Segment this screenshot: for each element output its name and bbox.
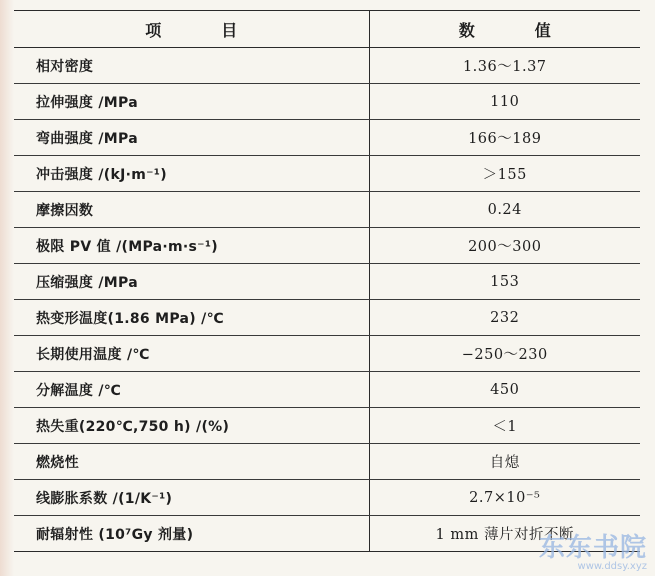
header-item: 项目	[14, 11, 369, 48]
header-row	[14, 11, 640, 48]
table-row	[14, 300, 640, 336]
page-edge-stain	[0, 0, 14, 576]
property-value: 110	[369, 84, 640, 120]
table-row	[14, 192, 640, 228]
property-name: 热变形温度(1.86 MPa) /℃	[14, 300, 369, 336]
properties-table	[14, 10, 640, 552]
property-value: 153	[369, 264, 640, 300]
table-row	[14, 156, 640, 192]
table-row	[14, 480, 640, 516]
table-row	[14, 444, 640, 480]
property-name: 拉伸强度 /MPa	[14, 84, 369, 120]
property-name: 冲击强度 /(kJ·m⁻¹)	[14, 156, 369, 192]
property-value: 450	[369, 372, 640, 408]
property-name: 燃烧性	[14, 444, 369, 480]
property-value: ＞155	[369, 156, 640, 192]
property-value: 自熄	[369, 444, 640, 480]
property-value: 1 mm 薄片对折不断	[369, 516, 640, 552]
header-value: 数值	[369, 11, 640, 48]
table-row	[14, 120, 640, 156]
properties-table-container	[14, 10, 640, 552]
property-value: 2.7×10⁻⁵	[369, 480, 640, 516]
table-row	[14, 84, 640, 120]
property-name: 分解温度 /℃	[14, 372, 369, 408]
table-header	[14, 11, 640, 48]
watermark	[539, 527, 647, 572]
table-row	[14, 336, 640, 372]
watermark-name: 东东书院	[538, 533, 647, 563]
property-value: ＜1	[369, 408, 640, 444]
table-row	[14, 228, 640, 264]
property-value: 166～189	[369, 120, 640, 156]
property-name: 压缩强度 /MPa	[14, 264, 369, 300]
property-value: 1.36～1.37	[369, 48, 640, 84]
property-value: 200～300	[369, 228, 640, 264]
property-name: 极限 PV 值 /(MPa·m·s⁻¹)	[14, 228, 369, 264]
table-row	[14, 408, 640, 444]
property-value: 232	[369, 300, 640, 336]
watermark-url: www.ddsy.xyz	[577, 561, 647, 572]
table-row	[14, 264, 640, 300]
table-row	[14, 372, 640, 408]
property-name: 长期使用温度 /℃	[14, 336, 369, 372]
property-name: 摩擦因数	[14, 192, 369, 228]
property-name: 热失重(220℃,750 h) /(%)	[14, 408, 369, 444]
property-name: 耐辐射性 (10⁷Gy 剂量)	[14, 516, 369, 552]
table-body	[14, 48, 640, 552]
property-value: −250～230	[369, 336, 640, 372]
property-name: 线膨胀系数 /(1/K⁻¹)	[14, 480, 369, 516]
property-value: 0.24	[369, 192, 640, 228]
property-name: 弯曲强度 /MPa	[14, 120, 369, 156]
table-row	[14, 48, 640, 84]
property-name: 相对密度	[14, 48, 369, 84]
